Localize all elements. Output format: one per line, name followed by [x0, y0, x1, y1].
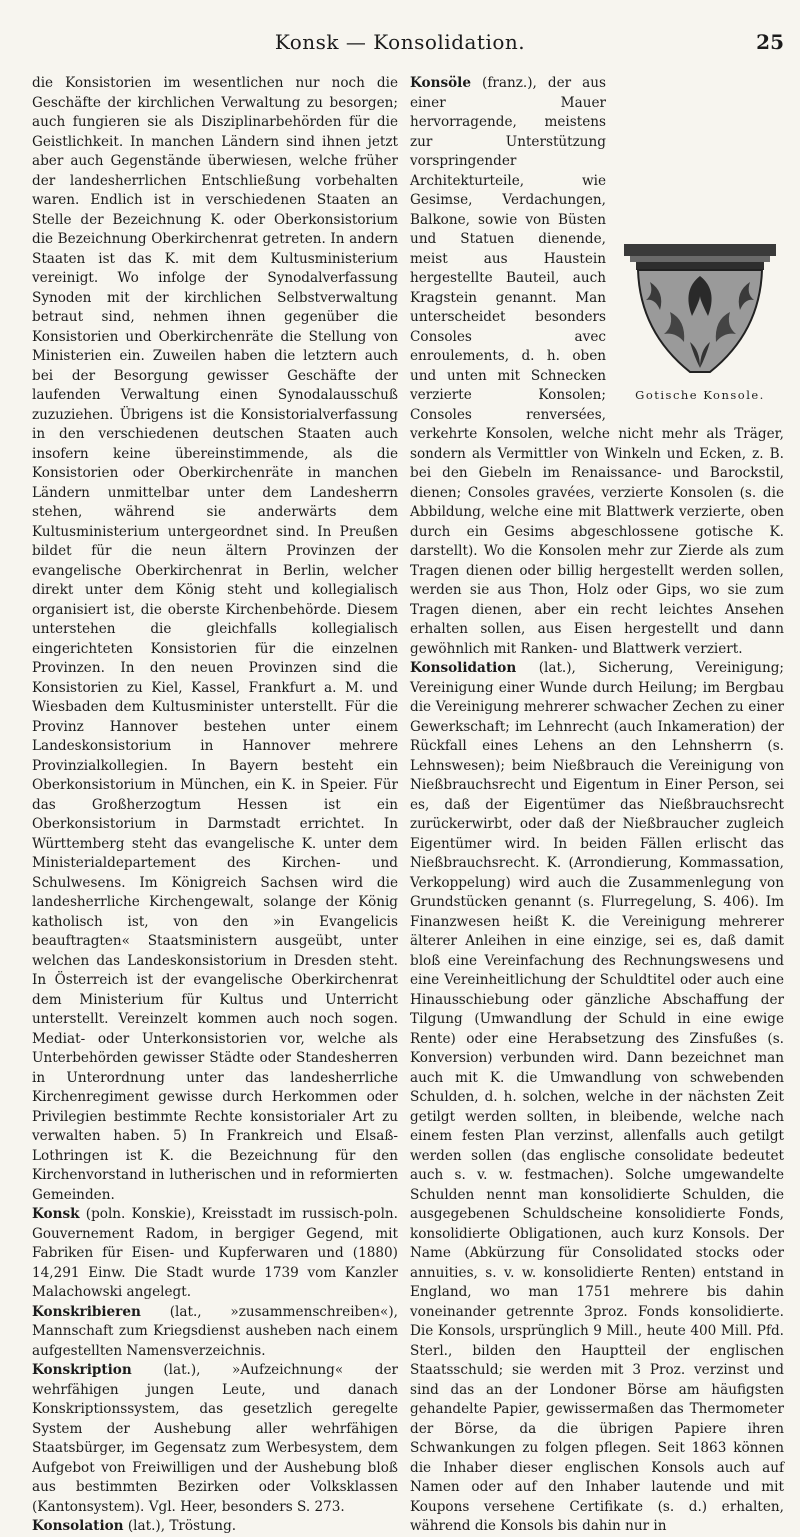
entry-text: (lat.), Sicherung, Vereinigung; Vereinigung einer Wunde durch Heilung; im Bergbau die Vereinigung mehrerer schwacher Zechen zu einer Gewerkschaft; im Lehnrecht (auch Inkameration) der Rückfall eines Lehens an den Lehnsherrn (s. Lehnswesen); beim Nießbrauch die Vereinigung von Nießbrauchsrecht und Eigentum in Einer Person, sei es, daß der Eigentümer das Nießbrauchsrecht zurückerwirbt, oder daß der Nießbraucher zugleich Eigentümer wird. In beiden Fällen erlischt das Nießbrauchsrecht. K. (Arrondierung, Kommassation, Verkoppelung) wird auch die Zusammenlegung von Grundstücken genannt (s. Flurregelung, S. 406). Im Finanzwesen heißt K. die Vereinigung mehrerer älterer Anleihen in eine einzige, sei es, daß damit bloß eine Vereinfachung des Rechnungswesens und eine Vereinheitlichung der Schuldtitel oder auch eine Hinausschiebung oder gänzliche Abschaffung der Tilgung (Umwandlung der Schuld in eine ewige Rente) oder eine Herabsetzung des Zinsfußes (s. Konversion) verbunden wird. Dann bezeichnet man auch mit K. die Umwandlung von schwebenden Schulden, d. h. solchen, welche in der nächsten Zeit getilgt werden sollten, in bleibende, welche nach einem festen Plan verzinst, allenfalls auch getilgt werden sollen (das englische consolidate bedeutet auch s. v. w. festmachen). Solche umgewandelte Schulden nennt man konsolidierte Schulden, die ausgegebenen Schuldscheine konsolidierte Fonds, konsolidierte Obligationen, auch kurz Konsols. Der Name (Abkürzung für Consolidated stocks oder annuities, s. v. w. konsolidierte Renten) entstand in England, wo man 1751 mehrere bis dahin voneinander getrennte 3proz. Fonds konsolidierte. Die Konsols, ursprünglich 9 Mill., heute 400 Mill. Pfd. Sterl., bilden den Hauptteil der englischen Staatsschuld; sie werden mit 3 Proz. verzinst und sind das an der Londoner Börse am häufigsten gehandelte Papier, gewissermaßen das Thermometer der Börse, da die übrigen Papiere ihren Schwankungen zu folgen pflegen. Seit 1863 können die Inhaber dieser englischen Konsols auch auf Namen oder auf den Inhaber lautende und mit Koupons versehene Certifikate (s. d.) erhalten, während die Konsols bis dahin nur in: [410, 660, 784, 1534]
entry-text: (franz.), der aus einer Mauer hervorragende, meistens zur Unterstützung vorspringender Architekturteile, wie Gesimse, Verdachungen, Balkone, sowie von Büsten und Statuen dienende, meist aus Haustein hergestellte Bauteil, auch Kragstein genannt. Man unterscheidet besonders Consoles avec enroulements, d. h. oben und unten mit Schnecken verzierte Konsolen; Consoles renversées, verkehrte Konsolen, welche nicht mehr als Träger, sondern als Vermittler von Winkeln und Ecken, z. B. bei den Giebeln im Renaissance- und Barockstil, dienen; Consoles gravées, verzierte Konsolen (s. die Abbildung, welche eine mit Blattwerk verzierte, oben durch ein Gesims abgeschlossene gotische K. darstellt). Wo die Konsolen mehr zur Zierde als zum Tragen dienen oder billig hergestellt werden sollen, werden sie aus Thon, Holz oder Gips, wo sie zum Tragen dienen, aber ein recht leichtes Ansehen erhalten sollen, aus Eisen hergestellt und dann gewöhnlich mit Ranken- und Blattwerk verziert.: [410, 75, 784, 657]
headword: Konsolation: [32, 1518, 124, 1534]
headword: Konsöle: [410, 75, 471, 91]
gothic-console-illustration: [620, 242, 780, 382]
konsistorium-continuation: die Konsistorien im wesentlichen nur noch die Geschäfte der kirchlichen Verwaltung zu besorgen; auch fungieren sie als Disziplinarbehörden für die Geistlichkeit. In manchen Ländern sind ihnen jetzt aber auch Gegenstände überwiesen, welche früher der landesherrlichen Entschließung vorbehalten waren. Endlich ist in verschiedenen Staaten an Stelle der Bezeichnung K. oder Oberkonsistorium die Bezeichnung Oberkirchenrat getreten. In andern Staaten ist das K. mit dem Kultusministerium vereinigt. Wo infolge der Synodalverfassung Synoden mit der kirchlichen Selbstverwaltung betraut sind, nehmen ihnen gegenüber die Konsistorien und Oberkirchenräte die Stellung von Ministerien ein. Zuweilen haben die letztern auch bei der Besorgung gewisser Geschäfte der laufenden Verwaltung einen Synodalausschuß zuzuziehen. Übrigens ist die Konsistorialverfassung in den verschiedenen deutschen Staaten auch insofern keine übereinstimmende, als die Konsistorien oder Oberkirchenräte in manchen Ländern unmittelbar unter dem Landesherrn stehen, während sie anderwärts dem Kultusministerium untergeordnet sind. In Preußen bildet für die neun ältern Provinzen der evangelische Oberkirchenrat in Berlin, welcher direkt unter dem König steht und kollegialisch organisiert ist, die oberste Kirchenbehörde. Diesem unterstehen die gleichfalls kollegialisch eingerichteten Konsistorien für die einzelnen Provinzen. In den neuen Provinzen sind die Konsistorien zu Kiel, Kassel, Frankfurt a. M. und Wiesbaden dem Kultusminister unterstellt. Für die Provinz Hannover bestehen unter einem Landeskonsistorium in Hannover mehrere Provinzialkollegien. In Bayern besteht ein Oberkonsistorium in München, ein K. in Speier. Für das Großherzogtum Hessen ist ein Oberkonsistorium in Darmstadt errichtet. In Württemberg steht das evangelische K. unter dem Ministerialdepartement des Kirchen- und Schulwesens. Im Königreich Sachsen wird die landesherrliche Kirchengewalt, solange der König katholisch ist, von den »in Evangelicis beauftragten« Staatsministern ausgeübt, unter welchen das Landeskonsistorium in Dresden steht. In Österreich ist der evangelische Oberkirchenrat dem Ministerium für Kultus und Unterricht unterstellt. Vereinzelt kommen auch noch sogen. Mediat- oder Unterkonsistorien vor, welche als Unterbehörden gewisser Städte oder Standesherren in Unterordnung unter das landesherrliche Kirchenregiment gewisse durch Herkommen oder Privilegien bestimmte Rechte konsistorialer Art zu verwalten haben. 5) In Frankreich und Elsaß-Lothringen ist K. die Bezeichnung für den Kirchenvorstand in lutherischen und in reformierten Gemeinden.: [32, 75, 398, 1203]
entry-konsk: [32, 1205, 398, 1303]
entry-text: (poln. Konskie), Kreisstadt im russisch-poln. Gouvernement Radom, in bergiger Gegend, mit Fabriken für Eisen- und Kupferwaren und (1880) 14,291 Einw. Die Stadt wurde 1739 vom Kanzler Malachowski angelegt.: [32, 1206, 398, 1300]
headword: Konsk: [32, 1206, 80, 1222]
figure-gotische-konsole: [616, 242, 784, 406]
entry-konskribieren: [32, 1303, 398, 1362]
headword: Konskription: [32, 1362, 132, 1378]
entry-konsolation: [32, 1517, 398, 1537]
running-head: Konsk — Konsolidation.: [274, 30, 526, 54]
entry-konskription: [32, 1361, 398, 1517]
headword: Konskribieren: [32, 1303, 141, 1320]
headword: Konsolidation: [410, 660, 517, 676]
left-column: [32, 74, 398, 1534]
figure-caption: Gotische Konsole.: [635, 388, 765, 402]
entry-text: (lat.), »Aufzeichnung« der wehrfähigen jungen Leute, und danach Konskriptionssystem, das gesetzlich geregelte System der Aushebung aller wehrfähigen Staatsbürger, im Gegensatz zum Werbesystem, dem Aufgebot von Freiwilligen und der Aushebung bloß aus bestimmten Bezirken oder Volksklassen (Kantonsystem). Vgl. Heer, besonders S. 273.: [32, 1362, 398, 1515]
entry-text: (lat.), Tröstung.: [123, 1518, 237, 1534]
page-header: [0, 30, 800, 60]
page-number: 25: [756, 30, 784, 54]
entry-text: (lat., »zusammenschreiben«), Mannschaft zum Kriegsdienst ausheben nach einem aufgestellten Namensverzeichnis.: [32, 1303, 398, 1359]
right-column: [410, 74, 784, 1534]
entry-konsolidation: [410, 659, 784, 1537]
